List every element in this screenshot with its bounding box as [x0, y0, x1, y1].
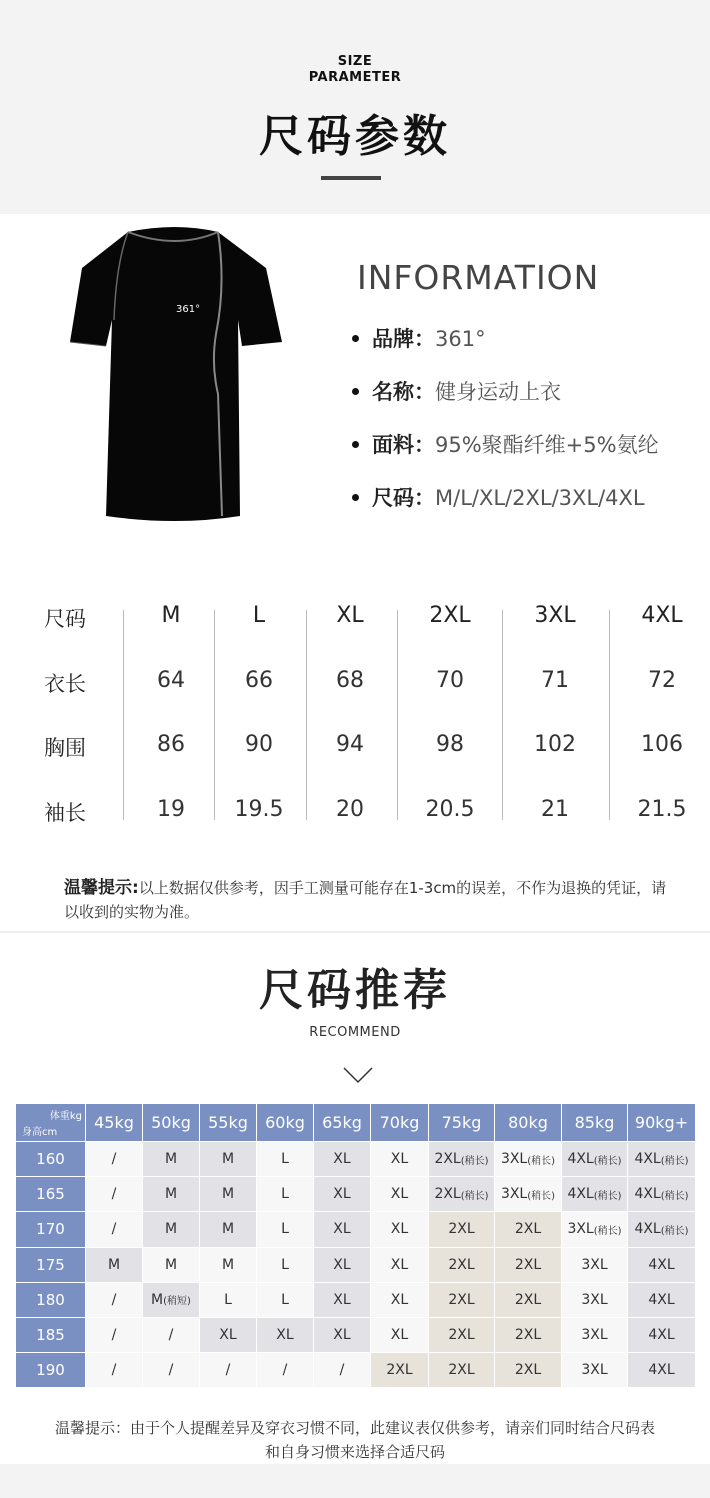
weight-header-cell: 55kg	[200, 1104, 257, 1142]
size-recommend-cell: 2XL	[495, 1248, 562, 1283]
size-recommend-cell: M	[86, 1248, 143, 1283]
size-recommend-cell: 2XL (稍长)	[429, 1142, 495, 1177]
size-recommend-cell: XL	[314, 1177, 371, 1212]
size-recommend-cell: 3XL (稍长)	[495, 1142, 562, 1177]
size-recommend-cell: 2XL	[495, 1353, 562, 1388]
size-recommend-cell: /	[314, 1353, 371, 1388]
grid-corner-cell	[16, 1104, 86, 1142]
size-recommend-cell: M	[200, 1248, 257, 1283]
weight-header-cell: 85kg	[562, 1104, 628, 1142]
weight-header-cell: 70kg	[371, 1104, 429, 1142]
weight-header-cell: 60kg	[257, 1104, 314, 1142]
size-header-cell: L	[252, 603, 266, 628]
column-divider	[306, 610, 307, 820]
size-recommend-cell: /	[86, 1318, 143, 1353]
size-value-cell: 20.5	[425, 797, 475, 822]
title-underline	[321, 176, 381, 180]
size-value-cell: 68	[336, 668, 364, 693]
size-recommend-cell: XL	[371, 1248, 429, 1283]
corner-height-label: 身高cm	[22, 1127, 58, 1138]
shirt-logo: 361°	[176, 304, 201, 315]
size-value-cell: 106	[641, 732, 683, 757]
header-section	[0, 0, 710, 214]
info-row-sizes: 尺码：M/L/XL/2XL/3XL/4XL	[352, 482, 645, 512]
recommend-subtitle: RECOMMEND	[309, 1025, 401, 1040]
column-divider	[397, 610, 398, 820]
size-value-cell: 21	[541, 797, 569, 822]
size-recommend-cell: 3XL	[562, 1318, 628, 1353]
height-row-header: 180	[16, 1283, 86, 1318]
height-row-header: 170	[16, 1212, 86, 1247]
shirt-image	[66, 224, 286, 524]
height-row-header: 165	[16, 1177, 86, 1212]
size-recommend-cell: 3XL (稍长)	[562, 1212, 628, 1247]
size-recommend-cell: XL	[314, 1212, 371, 1247]
size-recommend-cell: L	[257, 1283, 314, 1318]
size-recommend-cell: 4XL (稍长)	[628, 1177, 696, 1212]
size-recommend-cell: XL	[314, 1142, 371, 1177]
size-header-cell: 3XL	[534, 603, 576, 628]
size-value-cell: 98	[436, 732, 464, 757]
size-recommend-cell: L	[257, 1142, 314, 1177]
info-row-name: 名称：健身运动上衣	[352, 376, 561, 406]
size-value-cell: 86	[157, 732, 185, 757]
bullet-icon	[352, 388, 359, 395]
weight-header-cell: 50kg	[143, 1104, 200, 1142]
footer-band	[0, 1464, 710, 1498]
recommend-note: 温馨提示：由于个人提醒差异及穿衣习惯不同，此建议表仅供参考，请亲们同时结合尺码表 和自身习惯来选择合适尺码	[54, 1419, 655, 1461]
size-table-header-label: 尺码	[44, 607, 86, 631]
size-recommend-cell: XL	[371, 1212, 429, 1247]
size-header-cell: XL	[336, 603, 364, 628]
size-recommend-cell: L	[257, 1177, 314, 1212]
size-recommend-cell: L	[200, 1283, 257, 1318]
height-row-header: 190	[16, 1353, 86, 1388]
recommend-title: 尺码推荐	[259, 965, 451, 1016]
size-recommend-cell: 2XL (稍长)	[429, 1177, 495, 1212]
size-recommend-cell: M	[200, 1212, 257, 1247]
size-recommend-cell: /	[86, 1283, 143, 1318]
size-recommend-cell: XL	[257, 1318, 314, 1353]
size-recommend-cell: /	[143, 1353, 200, 1388]
size-recommend-cell: M	[143, 1142, 200, 1177]
size-recommend-cell: 4XL	[628, 1318, 696, 1353]
size-recommend-cell: L	[257, 1212, 314, 1247]
weight-header-cell: 90kg+	[628, 1104, 696, 1142]
weight-header-cell: 80kg	[495, 1104, 562, 1142]
size-table-row-label: 衣长	[44, 672, 86, 696]
size-recommend-cell: /	[143, 1318, 200, 1353]
size-value-cell: 19	[157, 797, 185, 822]
size-recommend-cell: 4XL (稍长)	[628, 1212, 696, 1247]
size-value-cell: 66	[245, 668, 273, 693]
size-recommend-cell: M	[200, 1142, 257, 1177]
size-recommend-cell: 4XL	[628, 1353, 696, 1388]
corner-weight-label: 体重kg	[49, 1111, 82, 1122]
size-recommend-cell: 3XL (稍长)	[495, 1177, 562, 1212]
size-recommend-cell: /	[200, 1353, 257, 1388]
bullet-icon	[352, 441, 359, 448]
size-recommend-cell: 4XL (稍长)	[562, 1177, 628, 1212]
size-recommend-cell: 2XL	[429, 1212, 495, 1247]
size-value-cell: 64	[157, 668, 185, 693]
height-row-header: 185	[16, 1318, 86, 1353]
column-divider	[609, 610, 610, 820]
size-value-cell: 21.5	[637, 797, 687, 822]
weight-header-cell: 65kg	[314, 1104, 371, 1142]
size-recommend-cell: M	[143, 1212, 200, 1247]
size-recommend-cell: L	[257, 1248, 314, 1283]
size-value-cell: 19.5	[234, 797, 284, 822]
size-recommend-cell: /	[86, 1177, 143, 1212]
size-value-cell: 102	[534, 732, 576, 757]
size-value-cell: 71	[541, 668, 569, 693]
info-title: INFORMATION	[357, 258, 600, 297]
size-table-row-label: 袖长	[44, 801, 86, 825]
size-header-cell: 2XL	[429, 603, 471, 628]
size-recommend-cell: M	[200, 1177, 257, 1212]
section-divider	[0, 931, 710, 933]
size-recommend-cell: 3XL	[562, 1248, 628, 1283]
height-row-header: 160	[16, 1142, 86, 1177]
size-recommend-cell: 4XL	[628, 1248, 696, 1283]
size-recommend-cell: XL	[314, 1283, 371, 1318]
size-recommend-cell: 2XL	[429, 1248, 495, 1283]
size-value-cell: 72	[648, 668, 676, 693]
size-value-cell: 94	[336, 732, 364, 757]
header-en-line1: SIZE	[337, 54, 373, 69]
header-en-line2: PARAMETER	[308, 70, 402, 85]
size-recommend-cell: /	[257, 1353, 314, 1388]
size-recommend-cell: M (稍短)	[143, 1283, 200, 1318]
size-recommend-cell: 2XL	[429, 1318, 495, 1353]
size-recommend-cell: 2XL	[495, 1283, 562, 1318]
size-recommend-cell: 2XL	[495, 1318, 562, 1353]
column-divider	[214, 610, 215, 820]
size-header-cell: 4XL	[641, 603, 683, 628]
size-note: 温馨提示:以上数据仅供参考，因手工测量可能存在1-3cm的误差，不作为退换的凭证，请以收到的实物为准。	[64, 878, 667, 921]
column-divider	[502, 610, 503, 820]
page-title: 尺码参数	[259, 111, 451, 162]
size-header-cell: M	[161, 603, 181, 628]
size-recommend-cell: XL	[371, 1142, 429, 1177]
size-recommend-cell: XL	[314, 1248, 371, 1283]
size-table-row-label: 胸围	[44, 736, 86, 760]
size-recommend-cell: 3XL	[562, 1353, 628, 1388]
size-value-cell: 20	[336, 797, 364, 822]
weight-header-cell: 75kg	[429, 1104, 495, 1142]
size-recommend-cell: XL	[371, 1283, 429, 1318]
size-recommend-cell: M	[143, 1177, 200, 1212]
bullet-icon	[352, 494, 359, 501]
column-divider	[123, 610, 124, 820]
size-recommend-cell: 4XL (稍长)	[562, 1142, 628, 1177]
size-recommend-cell: 4XL (稍长)	[628, 1142, 696, 1177]
size-recommend-cell: XL	[371, 1177, 429, 1212]
size-value-cell: 70	[436, 668, 464, 693]
chevron-down-icon	[342, 1064, 374, 1086]
size-recommend-cell: 4XL	[628, 1283, 696, 1318]
weight-header-cell: 45kg	[86, 1104, 143, 1142]
size-recommend-cell: /	[86, 1142, 143, 1177]
info-row-brand: 品牌：361°	[352, 323, 486, 353]
size-recommend-cell: /	[86, 1353, 143, 1388]
info-row-fabric: 面料：95%聚酯纤维+5%氨纶	[352, 429, 659, 459]
size-recommend-cell: XL	[371, 1318, 429, 1353]
size-recommend-cell: XL	[200, 1318, 257, 1353]
size-recommend-cell: 2XL	[371, 1353, 429, 1388]
bullet-icon	[352, 335, 359, 342]
size-recommend-cell: M	[143, 1248, 200, 1283]
height-row-header: 175	[16, 1248, 86, 1283]
size-recommend-cell: /	[86, 1212, 143, 1247]
size-recommend-cell: 2XL	[429, 1353, 495, 1388]
size-recommend-cell: XL	[314, 1318, 371, 1353]
size-recommend-cell: 2XL	[495, 1212, 562, 1247]
size-value-cell: 90	[245, 732, 273, 757]
size-recommend-cell: 3XL	[562, 1283, 628, 1318]
size-recommend-cell: 2XL	[429, 1283, 495, 1318]
